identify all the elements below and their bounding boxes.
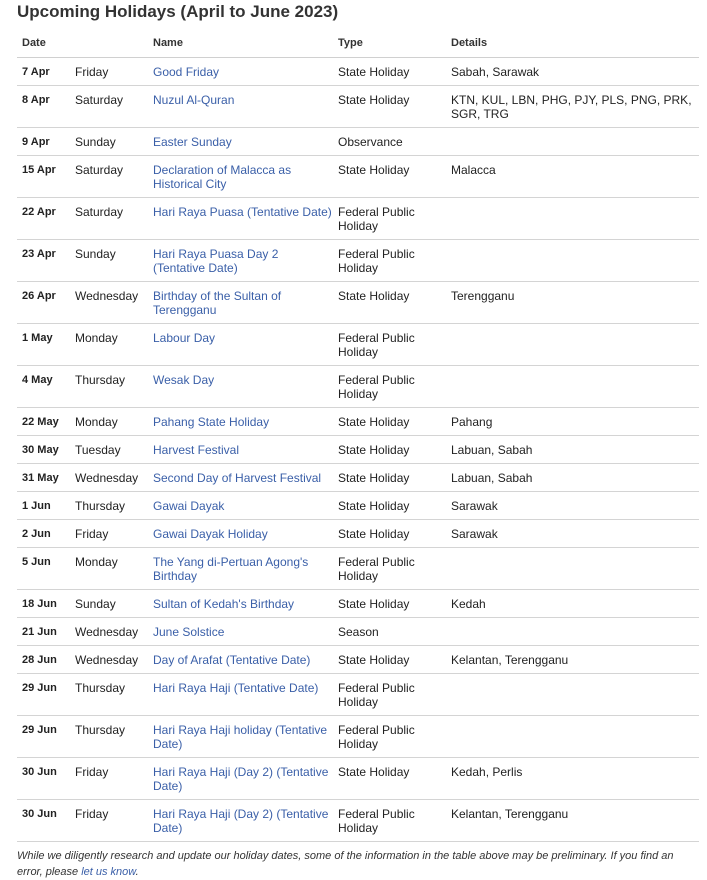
details-cell: KTN, KUL, LBN, PHG, PJY, PLS, PNG, PRK, SGR, TRG [446, 86, 699, 128]
holiday-name-link[interactable]: Harvest Festival [153, 443, 240, 457]
footer-note-end: . [135, 866, 139, 878]
holiday-name-cell [148, 618, 333, 646]
date-cell: 9 Apr [17, 128, 70, 156]
date-cell: 23 Apr [17, 240, 70, 282]
holiday-name-link[interactable]: Hari Raya Haji (Tentative Date) [153, 681, 319, 695]
details-cell [446, 674, 699, 716]
type-cell: Federal Public Holiday [333, 548, 446, 590]
holiday-name-link[interactable]: Second Day of Harvest Festival [153, 471, 322, 485]
table-row [17, 800, 699, 842]
day-cell: Tuesday [70, 436, 148, 464]
holiday-name-cell [148, 366, 333, 408]
col-header-details: Details [446, 29, 699, 58]
holiday-name-cell [148, 86, 333, 128]
holiday-name-link[interactable]: Pahang State Holiday [153, 415, 270, 429]
day-cell: Monday [70, 548, 148, 590]
day-cell: Wednesday [70, 464, 148, 492]
table-row [17, 758, 699, 800]
holiday-name-cell [148, 492, 333, 520]
table-row [17, 492, 699, 520]
table-row [17, 324, 699, 366]
details-cell [446, 240, 699, 282]
table-row [17, 408, 699, 436]
table-row [17, 674, 699, 716]
type-cell: State Holiday [333, 492, 446, 520]
holiday-name-link[interactable]: Birthday of the Sultan of Terengganu [153, 289, 282, 317]
details-cell: Pahang [446, 408, 699, 436]
holiday-name-cell [148, 590, 333, 618]
date-cell: 1 May [17, 324, 70, 366]
holiday-name-link[interactable]: Hari Raya Puasa (Tentative Date) [153, 205, 332, 219]
details-cell [446, 618, 699, 646]
holiday-name-link[interactable]: Labour Day [153, 331, 216, 345]
page-title: Upcoming Holidays (April to June 2023) [17, 2, 339, 21]
date-cell: 2 Jun [17, 520, 70, 548]
holiday-name-cell [148, 408, 333, 436]
holiday-name-link[interactable]: Hari Raya Puasa Day 2 (Tentative Date) [153, 247, 279, 275]
col-header-day [70, 29, 148, 58]
details-cell: Sabah, Sarawak [446, 58, 699, 86]
details-cell: Labuan, Sabah [446, 436, 699, 464]
type-cell: State Holiday [333, 464, 446, 492]
day-cell: Thursday [70, 366, 148, 408]
table-row [17, 86, 699, 128]
day-cell: Wednesday [70, 618, 148, 646]
holiday-name-link[interactable]: Nuzul Al-Quran [153, 93, 235, 107]
details-cell: Kelantan, Terengganu [446, 646, 699, 674]
type-cell: State Holiday [333, 58, 446, 86]
details-cell: Terengganu [446, 282, 699, 324]
type-cell: State Holiday [333, 646, 446, 674]
type-cell: State Holiday [333, 408, 446, 436]
date-cell: 15 Apr [17, 156, 70, 198]
details-cell: Sarawak [446, 520, 699, 548]
day-cell: Thursday [70, 492, 148, 520]
type-cell: Federal Public Holiday [333, 198, 446, 240]
type-cell: Federal Public Holiday [333, 366, 446, 408]
table-row [17, 436, 699, 464]
holiday-name-cell [148, 548, 333, 590]
holiday-name-cell [148, 128, 333, 156]
table-row [17, 716, 699, 758]
holiday-name-cell [148, 758, 333, 800]
date-cell: 5 Jun [17, 548, 70, 590]
day-cell: Thursday [70, 674, 148, 716]
let-us-know-link[interactable]: let us know [81, 866, 136, 878]
holiday-name-cell [148, 240, 333, 282]
date-cell: 31 May [17, 464, 70, 492]
holiday-name-link[interactable]: June Solstice [153, 625, 225, 639]
day-cell: Saturday [70, 86, 148, 128]
holiday-name-link[interactable]: Hari Raya Haji (Day 2) (Tentative Date) [153, 765, 329, 793]
type-cell: State Holiday [333, 758, 446, 800]
col-header-type: Type [333, 29, 446, 58]
holiday-name-cell [148, 436, 333, 464]
holiday-name-link[interactable]: Easter Sunday [153, 135, 232, 149]
holiday-name-link[interactable]: Hari Raya Haji holiday (Tentative Date) [153, 723, 328, 751]
holiday-name-cell [148, 198, 333, 240]
holiday-name-cell [148, 282, 333, 324]
table-row [17, 128, 699, 156]
date-cell: 22 Apr [17, 198, 70, 240]
details-cell [446, 198, 699, 240]
details-cell: Sarawak [446, 492, 699, 520]
col-header-name: Name [148, 29, 333, 58]
day-cell: Wednesday [70, 646, 148, 674]
day-cell: Friday [70, 58, 148, 86]
type-cell: Federal Public Holiday [333, 800, 446, 842]
date-cell: 7 Apr [17, 58, 70, 86]
type-cell: Observance [333, 128, 446, 156]
details-cell: Kelantan, Terengganu [446, 800, 699, 842]
table-row [17, 548, 699, 590]
day-cell: Monday [70, 324, 148, 366]
details-cell: Labuan, Sabah [446, 464, 699, 492]
holiday-table [17, 29, 699, 842]
date-cell: 8 Apr [17, 86, 70, 128]
holiday-name-link[interactable]: The Yang di-Pertuan Agong's Birthday [153, 555, 309, 583]
type-cell: Federal Public Holiday [333, 240, 446, 282]
holiday-name-link[interactable]: Gawai Dayak Holiday [153, 527, 268, 541]
type-cell: State Holiday [333, 436, 446, 464]
table-body [17, 58, 699, 842]
holiday-name-cell [148, 520, 333, 548]
day-cell: Sunday [70, 590, 148, 618]
holiday-name-cell [148, 156, 333, 198]
day-cell: Thursday [70, 716, 148, 758]
details-cell [446, 128, 699, 156]
footer-note-text: While we diligently research and update our holiday dates, some of the information in the table above may be preliminary. If you find an error, please [17, 850, 674, 878]
details-cell [446, 548, 699, 590]
type-cell: Season [333, 618, 446, 646]
type-cell: Federal Public Holiday [333, 324, 446, 366]
type-cell: State Holiday [333, 520, 446, 548]
date-cell: 18 Jun [17, 590, 70, 618]
table-row [17, 618, 699, 646]
date-cell: 1 Jun [17, 492, 70, 520]
table-row [17, 590, 699, 618]
table-row [17, 646, 699, 674]
table-row [17, 156, 699, 198]
day-cell: Wednesday [70, 282, 148, 324]
holiday-name-cell [148, 716, 333, 758]
date-cell: 4 May [17, 366, 70, 408]
day-cell: Sunday [70, 128, 148, 156]
holiday-name-link[interactable]: Wesak Day [153, 373, 215, 387]
details-cell [446, 716, 699, 758]
type-cell: State Holiday [333, 590, 446, 618]
holiday-name-link[interactable]: Day of Arafat (Tentative Date) [153, 653, 311, 667]
day-cell: Friday [70, 520, 148, 548]
holiday-name-link[interactable]: Good Friday [153, 65, 220, 79]
day-cell: Friday [70, 800, 148, 842]
header-row [17, 29, 699, 58]
details-cell: Malacca [446, 156, 699, 198]
table-row [17, 464, 699, 492]
date-cell: 29 Jun [17, 674, 70, 716]
holiday-name-link[interactable]: Declaration of Malacca as Historical City [153, 163, 292, 191]
date-cell: 30 Jun [17, 800, 70, 842]
day-cell: Monday [70, 408, 148, 436]
table-row [17, 240, 699, 282]
details-cell: Kedah [446, 590, 699, 618]
details-cell [446, 366, 699, 408]
table-row [17, 58, 699, 86]
holiday-name-link[interactable]: Gawai Dayak [153, 499, 225, 513]
type-cell: State Holiday [333, 282, 446, 324]
footer-note [17, 848, 697, 880]
table-row [17, 366, 699, 408]
holiday-name-cell [148, 800, 333, 842]
type-cell: Federal Public Holiday [333, 716, 446, 758]
holiday-name-cell [148, 324, 333, 366]
details-cell [446, 324, 699, 366]
table-row [17, 282, 699, 324]
day-cell: Sunday [70, 240, 148, 282]
date-cell: 30 May [17, 436, 70, 464]
table-row [17, 198, 699, 240]
date-cell: 29 Jun [17, 716, 70, 758]
day-cell: Saturday [70, 198, 148, 240]
day-cell: Friday [70, 758, 148, 800]
date-cell: 26 Apr [17, 282, 70, 324]
type-cell: State Holiday [333, 156, 446, 198]
holiday-name-cell [148, 464, 333, 492]
table-row [17, 520, 699, 548]
date-cell: 30 Jun [17, 758, 70, 800]
col-header-date: Date [17, 29, 70, 58]
holiday-name-cell [148, 58, 333, 86]
day-cell: Saturday [70, 156, 148, 198]
type-cell: Federal Public Holiday [333, 674, 446, 716]
holiday-name-link[interactable]: Hari Raya Haji (Day 2) (Tentative Date) [153, 807, 329, 835]
holiday-name-link[interactable]: Sultan of Kedah's Birthday [153, 597, 295, 611]
holiday-name-cell [148, 674, 333, 716]
type-cell: State Holiday [333, 86, 446, 128]
details-cell: Kedah, Perlis [446, 758, 699, 800]
date-cell: 22 May [17, 408, 70, 436]
holiday-name-cell [148, 646, 333, 674]
date-cell: 28 Jun [17, 646, 70, 674]
date-cell: 21 Jun [17, 618, 70, 646]
